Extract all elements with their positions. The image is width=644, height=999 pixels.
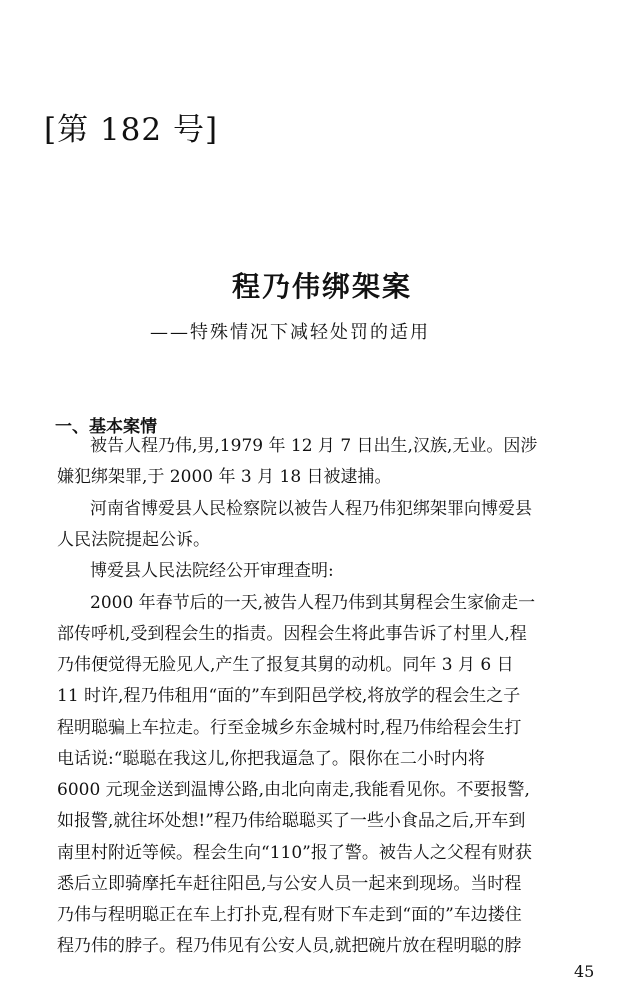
body-line: 电话说:“聪聪在我这儿,你把我逼急了。限你在二小时内将 xyxy=(57,749,485,769)
body-line: 博爱县人民法院经公开审理查明: xyxy=(90,561,334,581)
body-line: 11 时许,程乃伟租用“面的”车到阳邑学校,将放学的程会生之子 xyxy=(57,686,521,706)
body-line: 乃伟便觉得无脸见人,产生了报复其舅的动机。同年 3 月 6 日 xyxy=(57,655,514,675)
section-heading: 一、基本案情 xyxy=(55,417,157,437)
body-line: 被告人程乃伟,男,1979 年 12 月 7 日出生,汉族,无业。因涉 xyxy=(90,436,538,456)
body-line: 部传呼机,受到程会生的指责。因程会生将此事告诉了村里人,程 xyxy=(57,624,527,644)
page-title: 程乃伟绑架案 xyxy=(231,270,412,303)
body-line: 悉后立即骑摩托车赶往阳邑,与公安人员一起来到现场。当时程 xyxy=(57,874,522,894)
page-subtitle: ——特殊情况下减轻处罚的适用 xyxy=(150,322,430,343)
body-line: 程乃伟的脖子。程乃伟见有公安人员,就把碗片放在程明聪的脖 xyxy=(57,936,522,956)
body-line: 6000 元现金送到温博公路,由北向南走,我能看见你。不要报警, xyxy=(57,780,530,800)
case-number: [第 182 号] xyxy=(44,112,219,148)
body-line: 嫌犯绑架罪,于 2000 年 3 月 18 日被逮捕。 xyxy=(57,467,392,487)
body-line: 2000 年春节后的一天,被告人程乃伟到其舅程会生家偷走一 xyxy=(90,593,536,613)
body-line: 如报警,就往坏处想!”程乃伟给聪聪买了一些小食品之后,开车到 xyxy=(57,811,526,831)
body-line: 程明聪骗上车拉走。行至金城乡东金城村时,程乃伟给程会生打 xyxy=(57,718,522,738)
body-line: 南里村附近等候。程会生向“110”报了警。被告人之父程有财获 xyxy=(57,843,532,863)
body-line: 乃伟与程明聪正在车上打扑克,程有财下车走到“面的”车边搂住 xyxy=(57,905,522,925)
body-line: 人民法院提起公诉。 xyxy=(57,530,210,550)
body-line: 河南省博爱县人民检察院以被告人程乃伟犯绑架罪向博爱县 xyxy=(90,499,532,519)
page-number: 45 xyxy=(574,962,595,981)
